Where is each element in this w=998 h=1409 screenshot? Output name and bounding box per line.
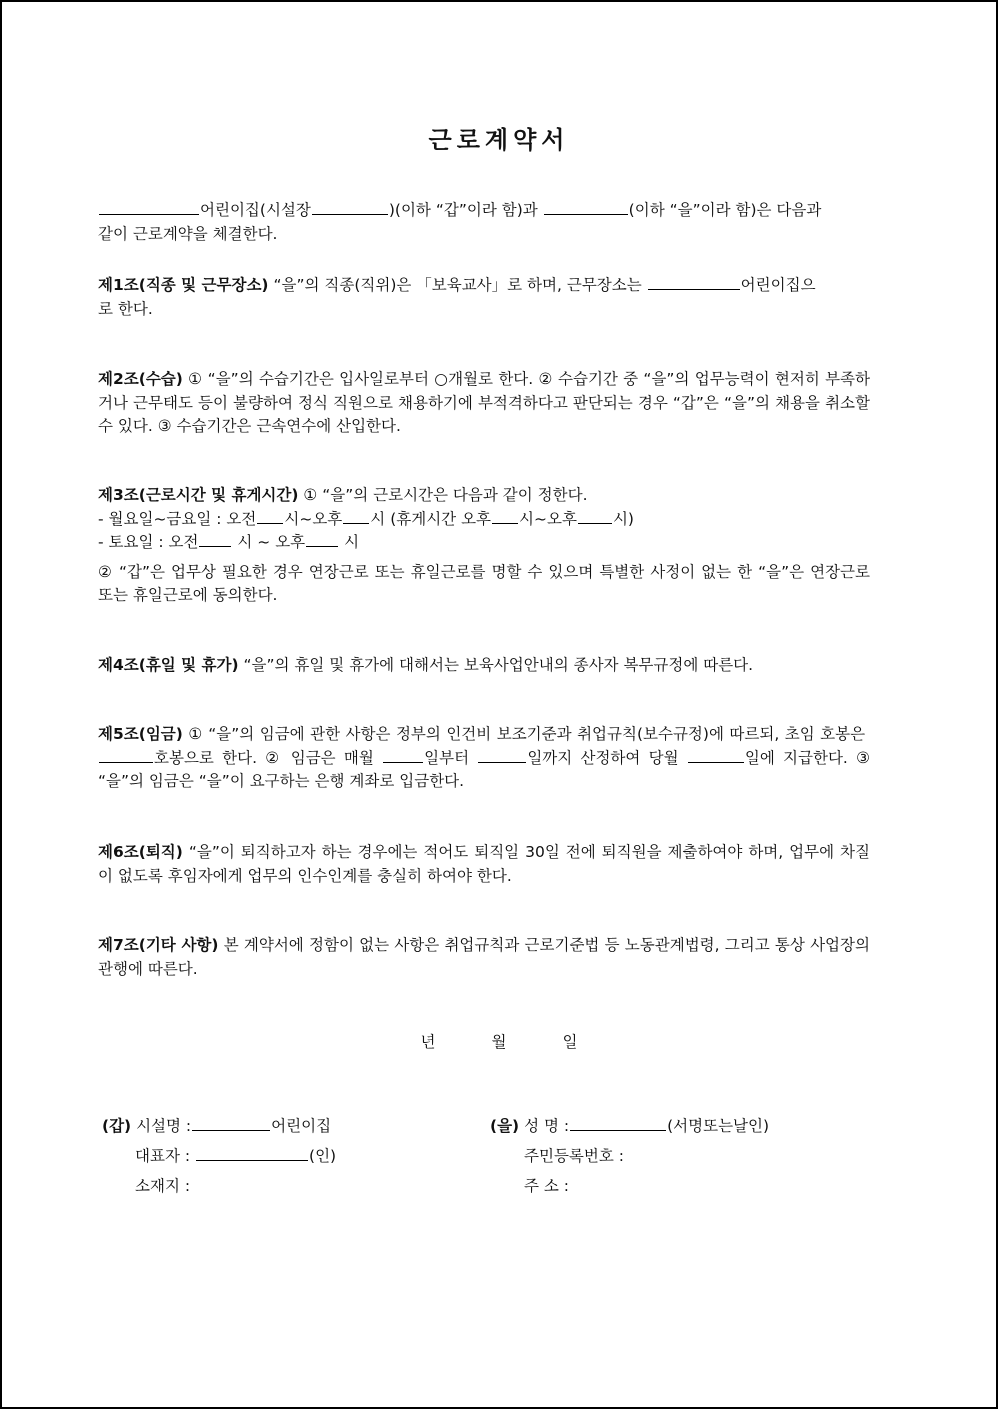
article-3-text-2: ② “갑”은 업무상 필요한 경우 연장근로 또는 휴일근로를 명할 수 있으며 특별한 사정이 없는 한 “을”은 연장근로 또는 휴일근로에 동의한다.: [98, 562, 870, 604]
article-7-heading: 제7조(기타 사항): [98, 936, 219, 954]
weekday-to: 시~오후: [284, 509, 343, 528]
article-1-text-3: 로 한다.: [98, 299, 153, 318]
blank-employee: [544, 199, 628, 215]
party-b-block: [490, 1111, 769, 1201]
article-1-heading: 제1조(직종 및 근무장소): [98, 276, 269, 294]
party-b-name-suffix: (서명또는날인): [667, 1117, 770, 1135]
article-6: [98, 841, 870, 888]
blank-weekday-end: [343, 508, 369, 524]
blank-director: [312, 199, 388, 215]
article-2-text: ① “을”의 수습기간은 입사일로부터 ○개월로 한다. ② 수습기간 중 “을”의 업무능력이 현저히 부족하거나 근무태도 등이 불량하여 정식 직원으로 채용하기에 부적격하다고 판단되는 경우 “갑”은 “을”의 채용을 취소할 수 있다. ③ 수습기간은 근속연수에 산입한다.: [98, 370, 870, 435]
article-3: [98, 484, 870, 608]
party-a-facility-suffix: 어린이집: [271, 1117, 332, 1135]
article-5-text-4: 일까지 산정하여 당월: [527, 748, 679, 767]
saturday-to: 시 ~ 오후: [232, 533, 306, 551]
article-2: [98, 368, 870, 439]
date-year: 년: [420, 1033, 436, 1051]
article-4: [98, 654, 870, 678]
blank-step: [99, 747, 153, 763]
blank-break-start: [492, 508, 518, 524]
party-a-facility-label: 시설명 :: [131, 1117, 192, 1135]
article-5-text-2: 호봉으로 한다. ② 임금은 매월: [154, 748, 374, 767]
blank-sat-end: [306, 531, 338, 547]
blank-party-a-facility: [192, 1115, 270, 1131]
blank-workplace: [648, 274, 740, 290]
blank-facility: [99, 199, 199, 215]
party-a-rep-label: 대표자 :: [135, 1147, 191, 1165]
party-b-rrn-label: 주민등록번호 :: [524, 1147, 624, 1165]
article-6-heading: 제6조(퇴직): [98, 843, 183, 861]
article-5-heading: 제5조(임금): [98, 725, 183, 743]
article-2-heading: 제2조(수습): [98, 370, 183, 388]
saturday-hours: [98, 533, 359, 551]
weekday-break-close: 시): [612, 509, 634, 528]
weekday-break-label: 시 (휴게시간 오후: [370, 509, 492, 528]
intro-paragraph: [98, 199, 870, 246]
article-3-heading: 제3조(근로시간 및 휴게시간): [98, 486, 299, 504]
weekday-label: - 월요일~금요일 : 오전: [98, 509, 257, 528]
date-day: 일: [562, 1033, 578, 1051]
party-b-label: (을): [490, 1117, 520, 1135]
weekday-break-to: 시~오후: [519, 509, 577, 528]
article-5-text-1: ① “을”의 임금에 관한 사항은 정부의 인건비 보조기준과 취업규칙(보수규정)에 따르되, 초임 호봉은: [182, 725, 866, 743]
article-5: [98, 723, 870, 794]
intro-text-3: (이하 “을”이라 함)은 다음과: [628, 201, 822, 219]
weekday-hours: [98, 510, 634, 528]
intro-text-1: 어린이집(시설장: [200, 201, 311, 219]
party-a-address-label: 소재지 :: [135, 1177, 191, 1195]
party-a-label: (갑): [102, 1117, 132, 1135]
article-6-text: “을”이 퇴직하고자 하는 경우에는 적어도 퇴직일 30일 전에 퇴직원을 제출하여야 하며, 업무에 차질이 없도록 후임자에게 업무의 인수인계를 충실히 하여야 한다.: [98, 843, 870, 885]
party-b-name-label: 성 명 :: [519, 1117, 570, 1135]
intro-text-2: )(이하 “갑”이라 함)과: [388, 201, 538, 219]
blank-pay-day: [688, 747, 744, 763]
document-title: 근로계약서: [428, 126, 570, 154]
blank-break-end: [578, 508, 612, 524]
article-1-text-2: 어린이집으: [740, 276, 816, 294]
blank-sat-start: [199, 531, 231, 547]
article-3-text-1: ① “을”의 근로시간은 다음과 같이 정한다.: [298, 486, 588, 504]
blank-party-a-rep: [196, 1145, 308, 1161]
party-a-rep-suffix: (인): [309, 1147, 337, 1165]
saturday-close: 시: [339, 533, 360, 551]
blank-pay-from: [383, 747, 423, 763]
article-7: [98, 934, 870, 981]
intro-text-4: 같이 근로계약을 체결한다.: [98, 224, 278, 243]
blank-weekday-start: [257, 508, 283, 524]
party-b-address-label: 주 소 :: [524, 1177, 570, 1195]
article-5-text-5: 일에 지급한다. ③ “을”의 임금은 “을”이 요구하는 은행 계좌로 입금한다.: [98, 748, 871, 790]
date-month: 월: [491, 1033, 507, 1051]
contract-date: [2, 1030, 996, 1052]
party-a-block: [102, 1111, 336, 1201]
article-1-text-1: “을”의 직종(직위)은 「보육교사」로 하며, 근무장소는: [268, 276, 642, 294]
article-1: [98, 274, 870, 321]
blank-party-b-name: [570, 1115, 666, 1131]
article-4-heading: 제4조(휴일 및 휴가): [98, 656, 239, 674]
saturday-label: - 토요일 : 오전: [98, 533, 199, 551]
blank-pay-to: [478, 747, 526, 763]
article-4-text: “을”의 휴일 및 휴가에 대해서는 보육사업안내의 종사자 복무규정에 따른다.: [238, 656, 754, 674]
article-5-text-3: 일부터: [424, 748, 470, 767]
article-7-text: 본 계약서에 정함이 없는 사항은 취업규칙과 근로기준법 등 노동관계법령, 그리고 통상 사업장의 관행에 따른다.: [98, 936, 870, 978]
